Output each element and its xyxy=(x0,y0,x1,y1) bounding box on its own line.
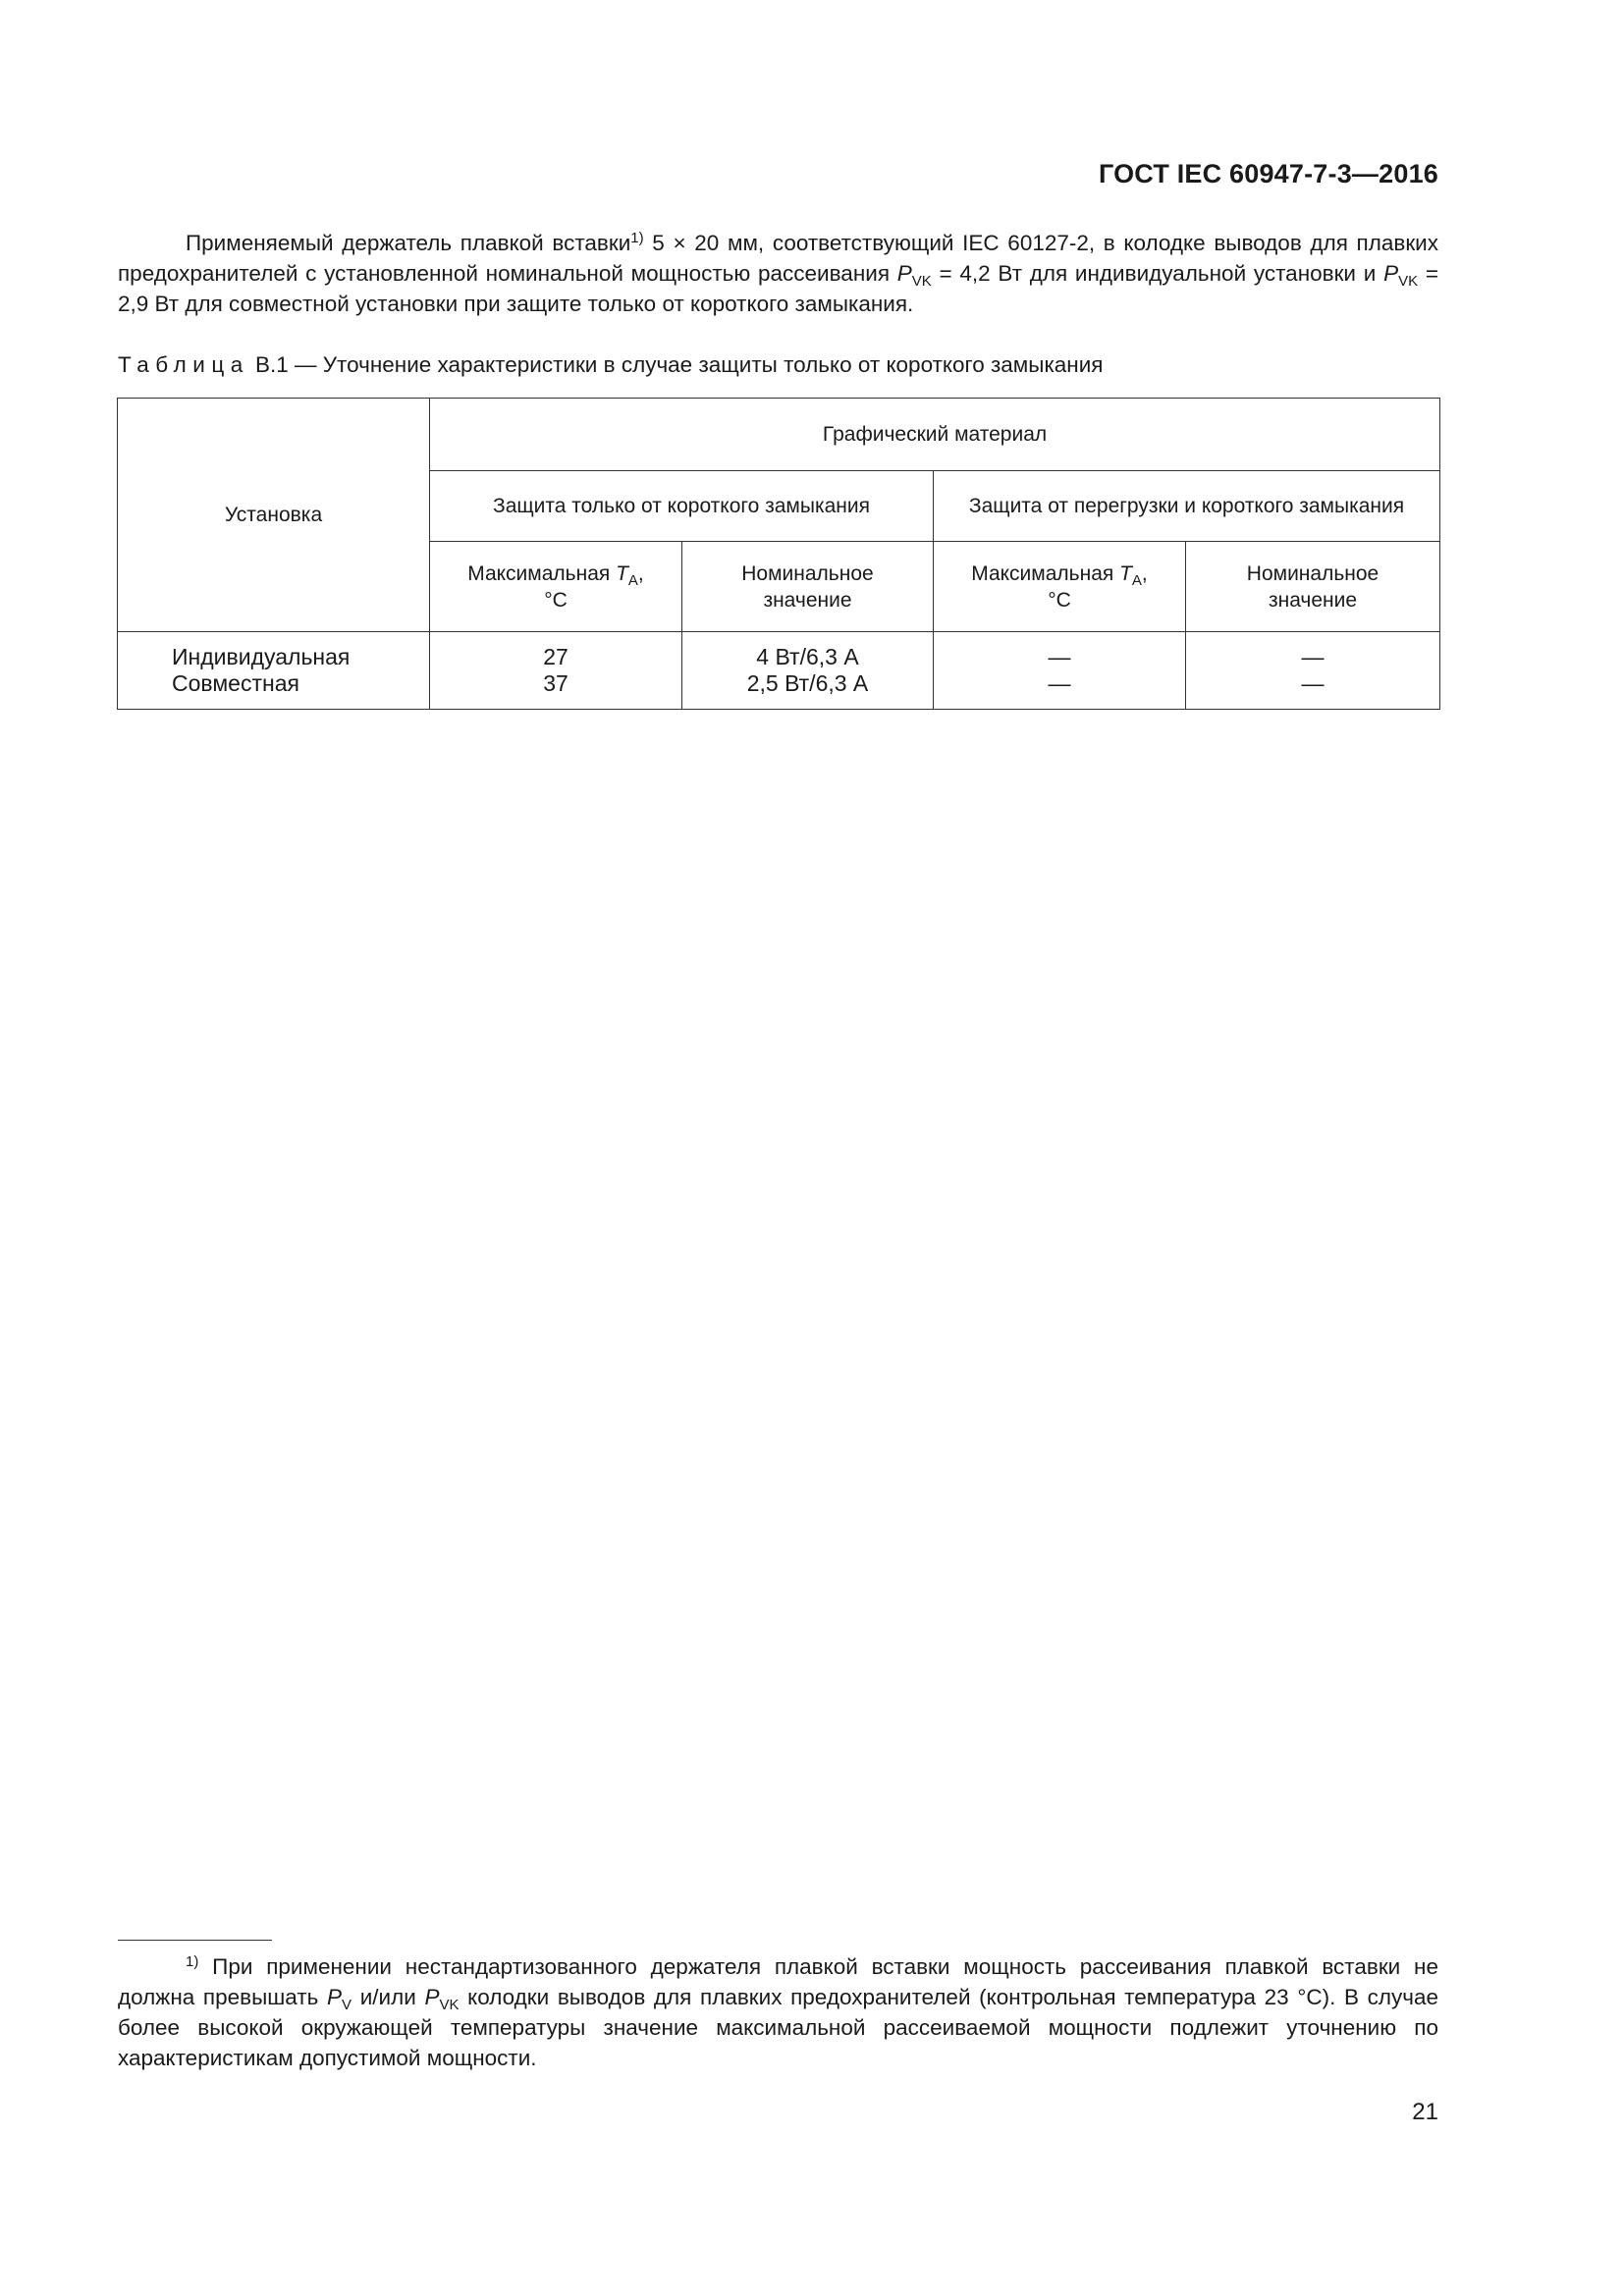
specification-table xyxy=(117,398,1440,710)
table-caption xyxy=(118,352,1103,378)
cell-install: Индивидуальная Совместная xyxy=(118,632,430,710)
intro-paragraph: Применяемый держатель плавкой вставки$^{1)}$ 5 × 20 мм, соответствующий IEC 60127-2, в колодке выводов для плавких предохранителей с установленной номинальной мощностью рассеивания $P_{VK} = 4,2$ Вт для индивидуальной установки и $P_{VK} = 2,9$ Вт для совместной установки при защите только от короткого замыкания. xyxy=(118,230,1438,316)
table-caption-text: В.1 — Уточнение характеристики в случае защиты только от короткого замыкания xyxy=(248,352,1104,377)
table-caption-label: Таблица xyxy=(118,352,249,377)
header-short-circuit-only: Защита только от короткого замыкания xyxy=(430,471,934,542)
cell-nominal-short-circuit: 4 Вт/6,3 А 2,5 Вт/6,3 А xyxy=(682,632,934,710)
header-install: Установка xyxy=(118,399,430,632)
header-graphic-material: Графический материал xyxy=(430,399,1440,471)
cell-nominal-overload: — — xyxy=(1186,632,1440,710)
header-max-ta-2: Максимальная $T_A$, °С xyxy=(934,542,1186,632)
document-header-code: ГОСТ IEC 60947-7-3—2016 xyxy=(1098,159,1438,188)
cell-ta-overload: — — xyxy=(934,632,1186,710)
footnote-mark: 1) xyxy=(630,230,644,246)
header-nominal-2: Номинальное значение xyxy=(1186,542,1440,632)
header-nominal-1: Номинальное значение xyxy=(682,542,934,632)
header-overload-and-short-circuit: Защита от перегрузки и короткого замыкания xyxy=(934,471,1440,542)
footnote-divider xyxy=(118,1940,272,1941)
header-max-ta-1: Максимальная $T_A$, °С xyxy=(430,542,682,632)
page-number: 21 xyxy=(1412,2099,1438,2125)
footnote-text: $^{1)}$ При применении нестандартизованного держателя плавкой вставки мощность рассеивания плавкой вставки не должна превышать $P_V$ и/или $P_{VK}$ колодки выводов для плавких предохранителей (контрольная температура 23 °С). В случае более высокой окружающей температуры значение максимальной рассеиваемой мощности подлежит уточнению по характеристикам допустимой мощности. xyxy=(118,1953,1439,2070)
table-data-row xyxy=(118,632,1440,710)
cell-ta-short-circuit: 27 37 xyxy=(430,632,682,710)
